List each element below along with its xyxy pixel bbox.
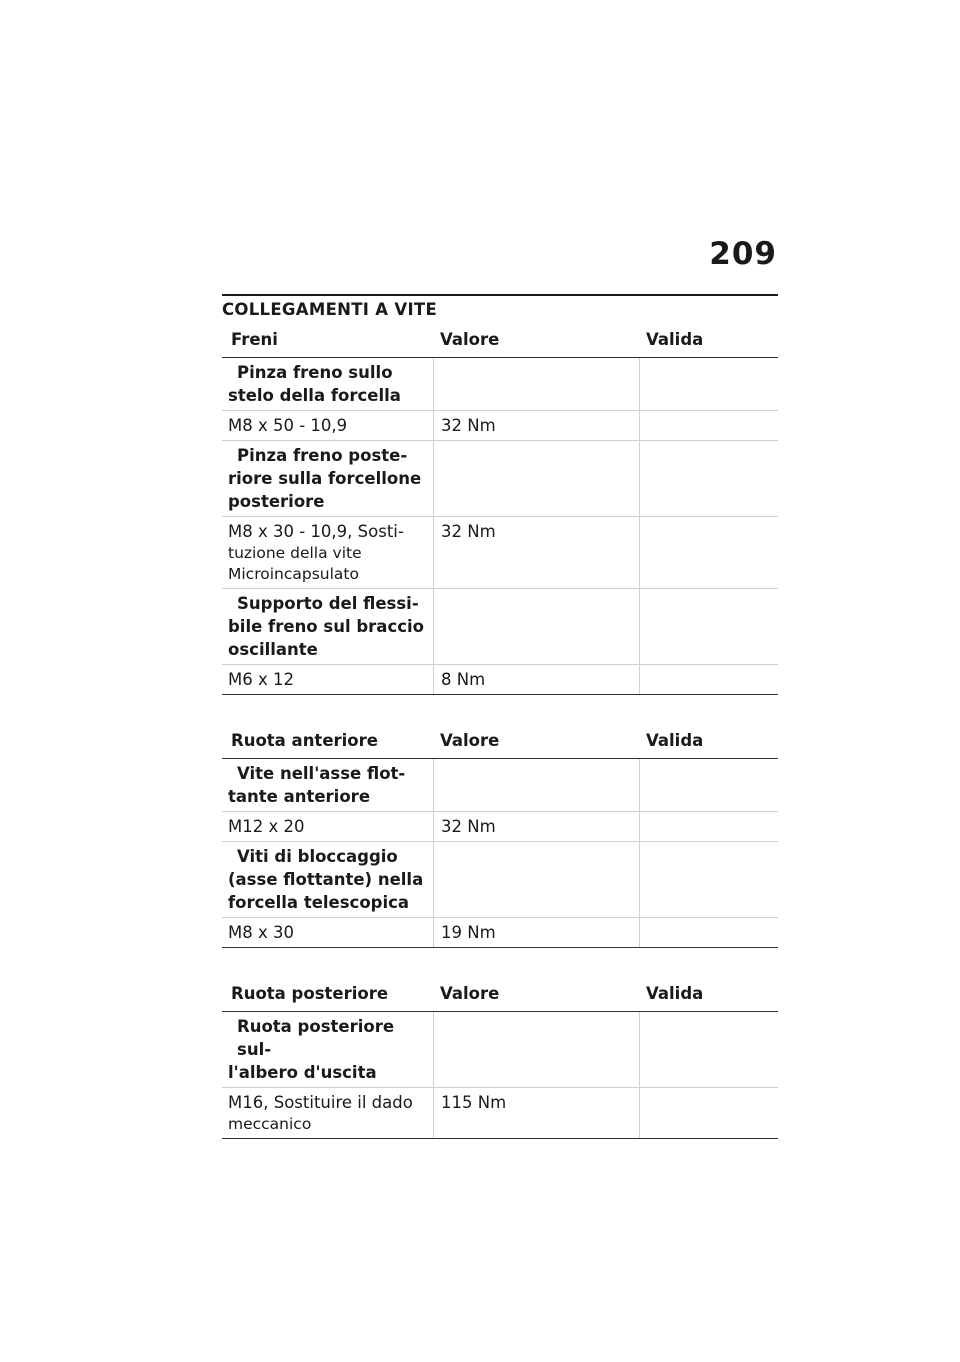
fastener-name-line: tante anteriore	[228, 787, 371, 806]
empty-cell	[433, 1012, 639, 1087]
column-header: Valore	[440, 329, 500, 349]
table-row	[222, 1088, 778, 1139]
column-header: Valida	[646, 731, 704, 750]
fastener-name-line: Ruota posteriore sul-	[237, 1017, 395, 1059]
tables-container	[222, 321, 778, 1139]
empty-cell	[433, 842, 639, 917]
fastener-name-line: l'albero d'uscita	[228, 1063, 377, 1082]
fastener-name-line: Viti di bloccaggio	[237, 847, 398, 866]
fastener-name-line: Vite nell'asse flot-	[237, 764, 406, 783]
fastener-spec-line: M16, Sostituire il dado	[228, 1093, 413, 1112]
table-row	[222, 759, 778, 812]
validity-value	[639, 411, 778, 440]
table-header	[222, 321, 778, 358]
column-header: Valore	[440, 731, 500, 750]
empty-cell	[639, 759, 778, 811]
table-row	[222, 411, 778, 441]
fastener-name	[222, 441, 433, 516]
fastener-spec-line: meccanico	[228, 1115, 312, 1133]
fastener-spec-line: M8 x 30	[228, 923, 294, 942]
fastener-spec	[222, 918, 433, 947]
fastener-name-line: Pinza freno sullo	[237, 363, 393, 382]
torque-value: 32 Nm	[433, 812, 639, 841]
table-row	[222, 665, 778, 695]
fastener-name	[222, 842, 433, 917]
validity-value	[639, 1088, 778, 1138]
column-header: Valida	[646, 984, 704, 1003]
empty-cell	[639, 589, 778, 664]
fastener-spec-line: M6 x 12	[228, 670, 294, 689]
empty-cell	[433, 358, 639, 410]
torque-value: 32 Nm	[433, 411, 639, 440]
fastener-spec	[222, 1088, 433, 1138]
fastener-name-line: bile freno sul braccio	[228, 617, 424, 636]
table-header	[222, 964, 778, 1012]
table-row	[222, 1012, 778, 1088]
column-header: Valore	[440, 984, 500, 1003]
empty-cell	[639, 358, 778, 410]
fastener-spec-line: Microincapsulato	[228, 565, 359, 583]
torque-value: 115 Nm	[433, 1088, 639, 1138]
fastener-name-line: forcella telescopica	[228, 893, 410, 912]
table-row	[222, 812, 778, 842]
empty-cell	[639, 1012, 778, 1087]
table-header	[222, 711, 778, 759]
column-header: Ruota anteriore	[231, 731, 378, 750]
table-row	[222, 918, 778, 948]
validity-value	[639, 918, 778, 947]
fastener-name-line: posteriore	[228, 492, 325, 511]
table-row	[222, 842, 778, 918]
fastener-spec	[222, 411, 433, 440]
column-header: Ruota posteriore	[231, 984, 389, 1003]
fastener-name-line: oscillante	[228, 640, 318, 659]
fastener-name-line: stelo della forcella	[228, 386, 401, 405]
validity-value	[639, 517, 778, 588]
section-title: COLLEGAMENTI A VITE	[222, 294, 778, 321]
empty-cell	[433, 589, 639, 664]
fastener-name	[222, 589, 433, 664]
fastener-name	[222, 1012, 433, 1087]
fastener-name-line: Pinza freno poste-	[237, 446, 408, 465]
table-row	[222, 589, 778, 665]
fastener-spec-line: tuzione della vite	[228, 544, 362, 562]
torque-value: 19 Nm	[433, 918, 639, 947]
fastener-spec-line: M12 x 20	[228, 817, 305, 836]
table-row	[222, 517, 778, 589]
validity-value	[639, 665, 778, 694]
fastener-name-line: Supporto del flessi-	[237, 594, 419, 613]
table-row	[222, 441, 778, 517]
table-row	[222, 358, 778, 411]
page-number: 209	[709, 236, 777, 272]
fastener-name	[222, 358, 433, 410]
torque-value: 8 Nm	[433, 665, 639, 694]
fastener-spec-line: M8 x 30 - 10,9, Sosti-	[228, 522, 404, 541]
fastener-name	[222, 759, 433, 811]
empty-cell	[639, 842, 778, 917]
column-header: Valida	[646, 329, 704, 349]
empty-cell	[433, 759, 639, 811]
fastener-spec-line: M8 x 50 - 10,9	[228, 416, 348, 435]
fastener-name-line: riore sulla forcellone	[228, 469, 422, 488]
column-header: Freni	[231, 329, 278, 349]
fastener-name-line: (asse flottante) nella	[228, 870, 424, 889]
fastener-spec	[222, 665, 433, 694]
fastener-spec	[222, 812, 433, 841]
torque-tables	[222, 294, 778, 1139]
torque-value: 32 Nm	[433, 517, 639, 588]
validity-value	[639, 812, 778, 841]
empty-cell	[433, 441, 639, 516]
fastener-spec	[222, 517, 433, 588]
empty-cell	[639, 441, 778, 516]
